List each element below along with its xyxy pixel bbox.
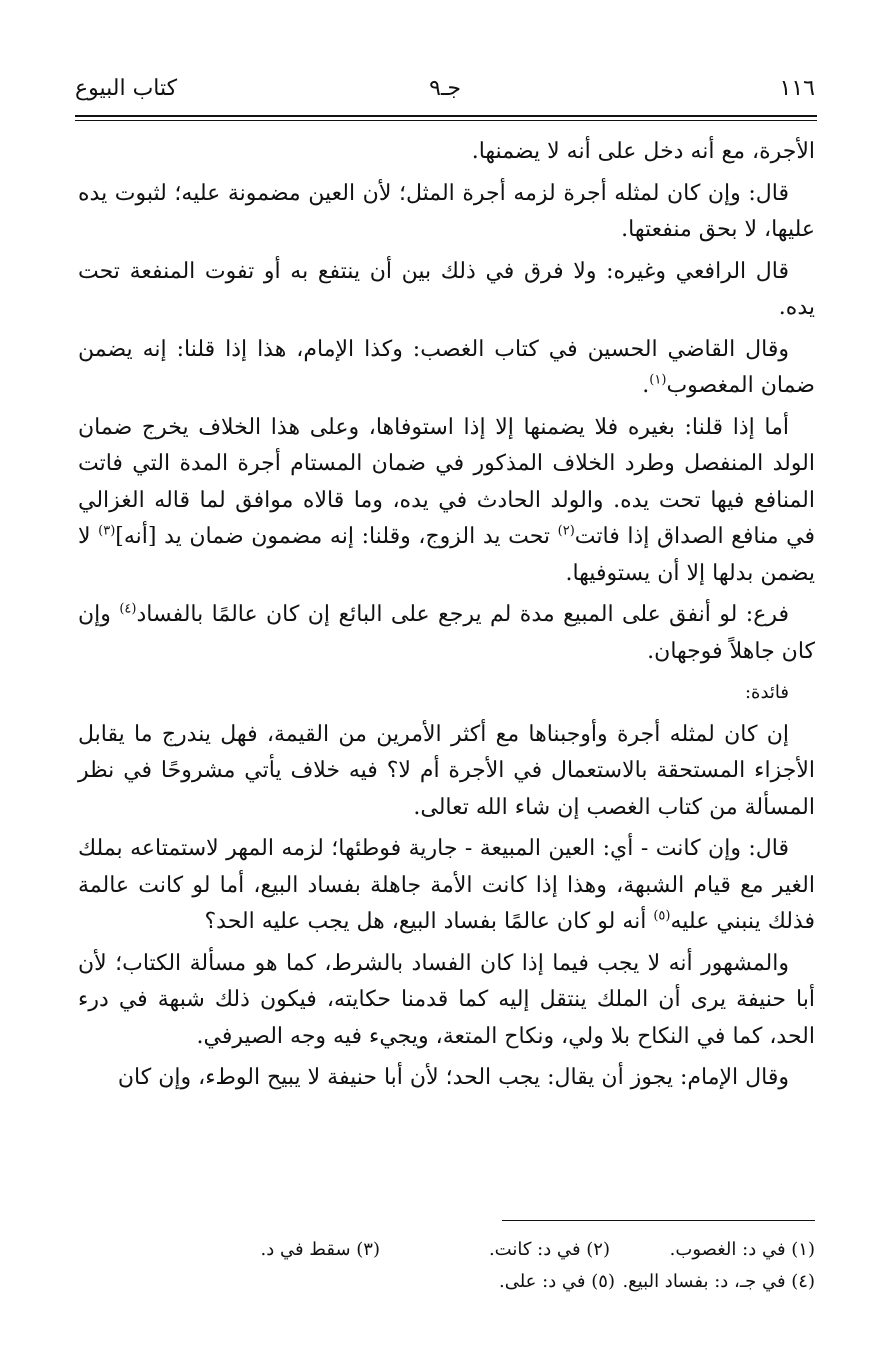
header-rule-thick xyxy=(75,115,817,117)
footnote-2: (٢) في د: كانت. xyxy=(488,1239,610,1260)
footnote-5: (٥) في د: على. xyxy=(498,1271,615,1292)
paragraph: وقال الإمام: يجوز أن يقال: يجب الحد؛ لأن أبا حنيفة لا يبيح الوطء، وإن كان xyxy=(117,1065,789,1090)
footnote-ref: (٣) xyxy=(98,523,116,539)
page-header xyxy=(75,76,815,112)
footnote-separator xyxy=(502,1220,815,1221)
book-title: كتاب البيوع xyxy=(75,76,178,101)
footnote-1: (١) في د: الغصوب. xyxy=(669,1239,815,1260)
paragraph: والمشهور أنه لا يجب فيما إذا كان الفساد بالشرط، كما هو مسألة الكتاب؛ لأن أبا حنيفة يرى أن الملك ينتقل إليه كما قدمنا حكايته، فيكون ذلك شبهة في درء الحد، كما في النكاح بلا ولي، ونكاح المتعة، ويجيء فيه وجه الصيرفي. xyxy=(78,950,815,1049)
paragraph: أما إذا قلنا: بغيره فلا يضمنها إلا إذا استوفاها، وعلى هذا الخلاف يخرج ضمان الولد المنفصل وطرد الخلاف المذكور في ضمان المستام أجرة المدة التي فاتت المنافع فيها تحت يده. والولد الحادث في يده، وما قالاه موافق لما قاله الغزالي في منافع الصداق إذا فاتت$^{(٢)}$ تحت يد الزوج، وقلنا: إنه مضمون ضمان يد [أنه]$^{(٣)}$ لا يضمن بدلها إلا أن يستوفيها. xyxy=(78,414,815,586)
footnotes xyxy=(78,1234,815,1298)
footnote-ref: (٥) xyxy=(653,908,671,924)
paragraph: الأجرة، مع أنه دخل على أنه لا يضمنها. xyxy=(471,139,815,164)
footnote-4: (٤) في جـ، د: بفساد البيع. xyxy=(622,1271,815,1292)
paragraph: قال: وإن كانت - أي: العين المبيعة - جارية فوطئها؛ لزمه المهر لاستمتاعه بملك الغير مع قيام الشبهة، وهذا إذا كانت الأمة جاهلة بفساد البيع، أما لو كانت عالمة فذلك ينبني عليه$^{(٥)}$ أنه لو كان عالمًا بفساد البيع، هل يجب عليه الحد؟ xyxy=(78,836,815,934)
header-rule-thin xyxy=(75,120,817,121)
footnote-ref: (٤) xyxy=(119,601,137,617)
body-text xyxy=(78,134,815,1102)
footnote-3: (٣) سقط في د. xyxy=(260,1239,380,1260)
paragraph: إن كان لمثله أجرة وأوجبناها مع أكثر الأمرين من القيمة، فهل يندرج ما يقابل الأجزاء المستحقة بالاستعمال في الأجرة أم لا؟ فيه خلاف يأتي مشروحًا في نظر المسألة من كتاب الغصب إن شاء الله تعالى. xyxy=(78,721,815,820)
paragraph: قال الرافعي وغيره: ولا فرق في ذلك بين أن ينتفع به أو تفوت المنفعة تحت يده. xyxy=(78,258,815,320)
footnote-ref: (٢) xyxy=(557,523,575,539)
paragraph: فرع: لو أنفق على المبيع مدة لم يرجع على البائع إن كان عالمًا بالفساد$^{(٤)}$ وإن كان جاهلاً فوجهان. xyxy=(78,601,815,664)
section-label: فائدة: xyxy=(744,682,789,703)
volume-label: جـ٩ xyxy=(429,76,461,101)
paragraph: قال: وإن كان لمثله أجرة لزمه أجرة المثل؛ لأن العين مضمونة عليه؛ لثبوت يده عليها، لا بحق منفعتها. xyxy=(78,180,815,242)
page-number: ١١٦ xyxy=(779,76,815,101)
paragraph: وقال القاضي الحسين في كتاب الغصب: وكذا الإمام، هذا إذا قلنا: إنه يضمن ضمان المغصوب$^{(١)}$. xyxy=(78,336,815,398)
footnote-ref: (١) xyxy=(649,372,667,388)
